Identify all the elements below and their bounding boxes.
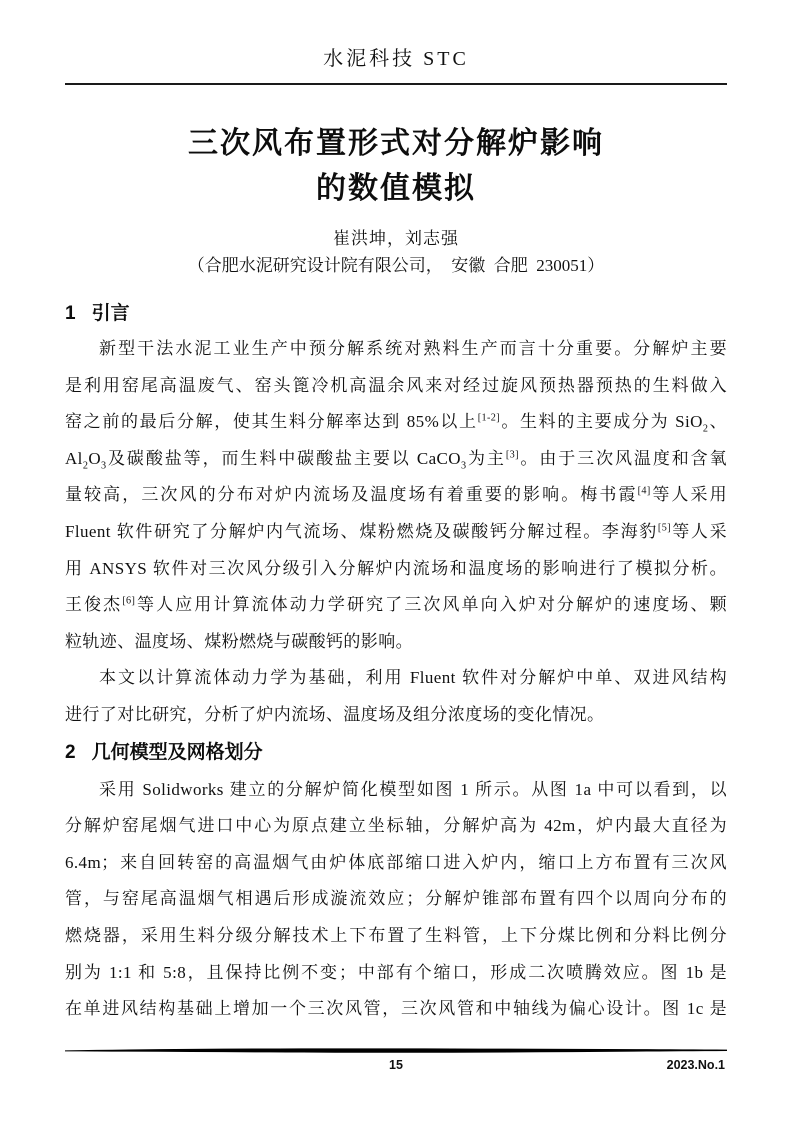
text-line: 用 ANSYS 软件对三次风分级引入分解炉内流场和温度场的影响进行了模拟分析。 xyxy=(65,558,727,578)
article-title-line2: 的数值模拟 xyxy=(316,172,476,205)
text-line: $Al_2O_3$及碳酸盐等，而生料中碳酸盐主要以 CaCO$_3$为主[3]。由于三次风温度和含氧 xyxy=(65,448,727,472)
header-rule xyxy=(65,83,727,85)
authors: 崔洪坤，刘志强 xyxy=(333,229,459,248)
section-1-number: 1 xyxy=(65,303,76,324)
text-line: 别为 1:1 和 5:8，且保持比例不变；中部有个缩口，形成二次喷腾效应。图 1b 是 xyxy=(65,962,727,982)
issue-label: 2023.No.1 xyxy=(666,1058,725,1072)
text-line: Fluent 软件研究了分解炉内气流场、煤粉燃烧及碳酸钙分解过程。李海豹[5]等人采 xyxy=(65,521,727,541)
text-line: 粒轨迹、温度场、煤粉燃烧与碳酸钙的影响。 xyxy=(65,631,413,651)
page-number: 15 xyxy=(389,1058,403,1072)
paragraph-2 xyxy=(65,660,727,733)
text-line: 窑之前的最后分解，使其生料分解率达到 85%以上[1-2]。生料的主要成分为 SiO$_2$、 xyxy=(65,412,727,435)
article-title-line1: 三次风布置形式对分解炉影响 xyxy=(188,127,604,160)
text-line: 采用 Solidworks 建立的分解炉简化模型如图 1 所示。从图 1a 中可以看到，以 xyxy=(99,779,727,799)
footer-rule xyxy=(65,1046,727,1055)
text-line: 量较高，三次风的分布对炉内流场及温度场有着重要的影响。梅书霞[4]等人采用 xyxy=(65,485,727,505)
footer-row xyxy=(65,1057,727,1073)
paragraph-3 xyxy=(65,772,727,1028)
journal-title: 水泥科技 STC xyxy=(323,48,469,70)
text-line: 分解炉窑尾烟气进口中心为原点建立坐标轴，分解炉高为 42m，炉内最大直径为 xyxy=(65,816,727,836)
page-footer xyxy=(65,1046,727,1073)
text-line: 进行了对比研究，分析了炉内流场、温度场及组分浓度场的变化情况。 xyxy=(65,704,605,724)
text-line: 管，与窑尾高温烟气相遇后形成漩流效应；分解炉锥部布置有四个以周向分布的 xyxy=(65,889,727,909)
journal-header xyxy=(65,46,727,85)
text-line: 燃烧器，采用生料分级分解技术上下布置了生料管，上下分煤比例和分料比例分 xyxy=(65,925,727,945)
text-line: 本文以计算流体动力学为基础，利用 Fluent 软件对分解炉中单、双进风结构 xyxy=(99,668,727,688)
affiliation: （合肥水泥研究设计院有限公司， 安徽 合肥 230051） xyxy=(187,256,605,275)
paragraph-1 xyxy=(65,331,727,660)
section-1-title: 引言 xyxy=(91,303,130,324)
section-1-heading xyxy=(65,301,727,327)
section-2-title: 几何模型及网格划分 xyxy=(91,741,263,763)
section-2-number: 2 xyxy=(65,741,76,763)
section-2-heading xyxy=(65,740,727,766)
text-line: 6.4m；来自回转窑的高温烟气由炉体底部缩口进入炉内，缩口上方布置有三次风 xyxy=(65,852,727,872)
text-line: 在单进风结构基础上增加一个三次风管，三次风管和中轴线为偏心设计。图 1c 是 xyxy=(65,999,727,1019)
text-line: 王俊杰[6]等人应用计算流体动力学研究了三次风单向入炉对分解炉的速度场、颗 xyxy=(65,595,727,615)
article-title xyxy=(65,121,727,211)
text-line: 是利用窑尾高温废气、窑头篦冷机高温余风来对经过旋风预热器预热的生料做入 xyxy=(65,375,727,395)
text-line: 新型干法水泥工业生产中预分解系统对熟料生产而言十分重要。分解炉主要 xyxy=(99,339,727,358)
